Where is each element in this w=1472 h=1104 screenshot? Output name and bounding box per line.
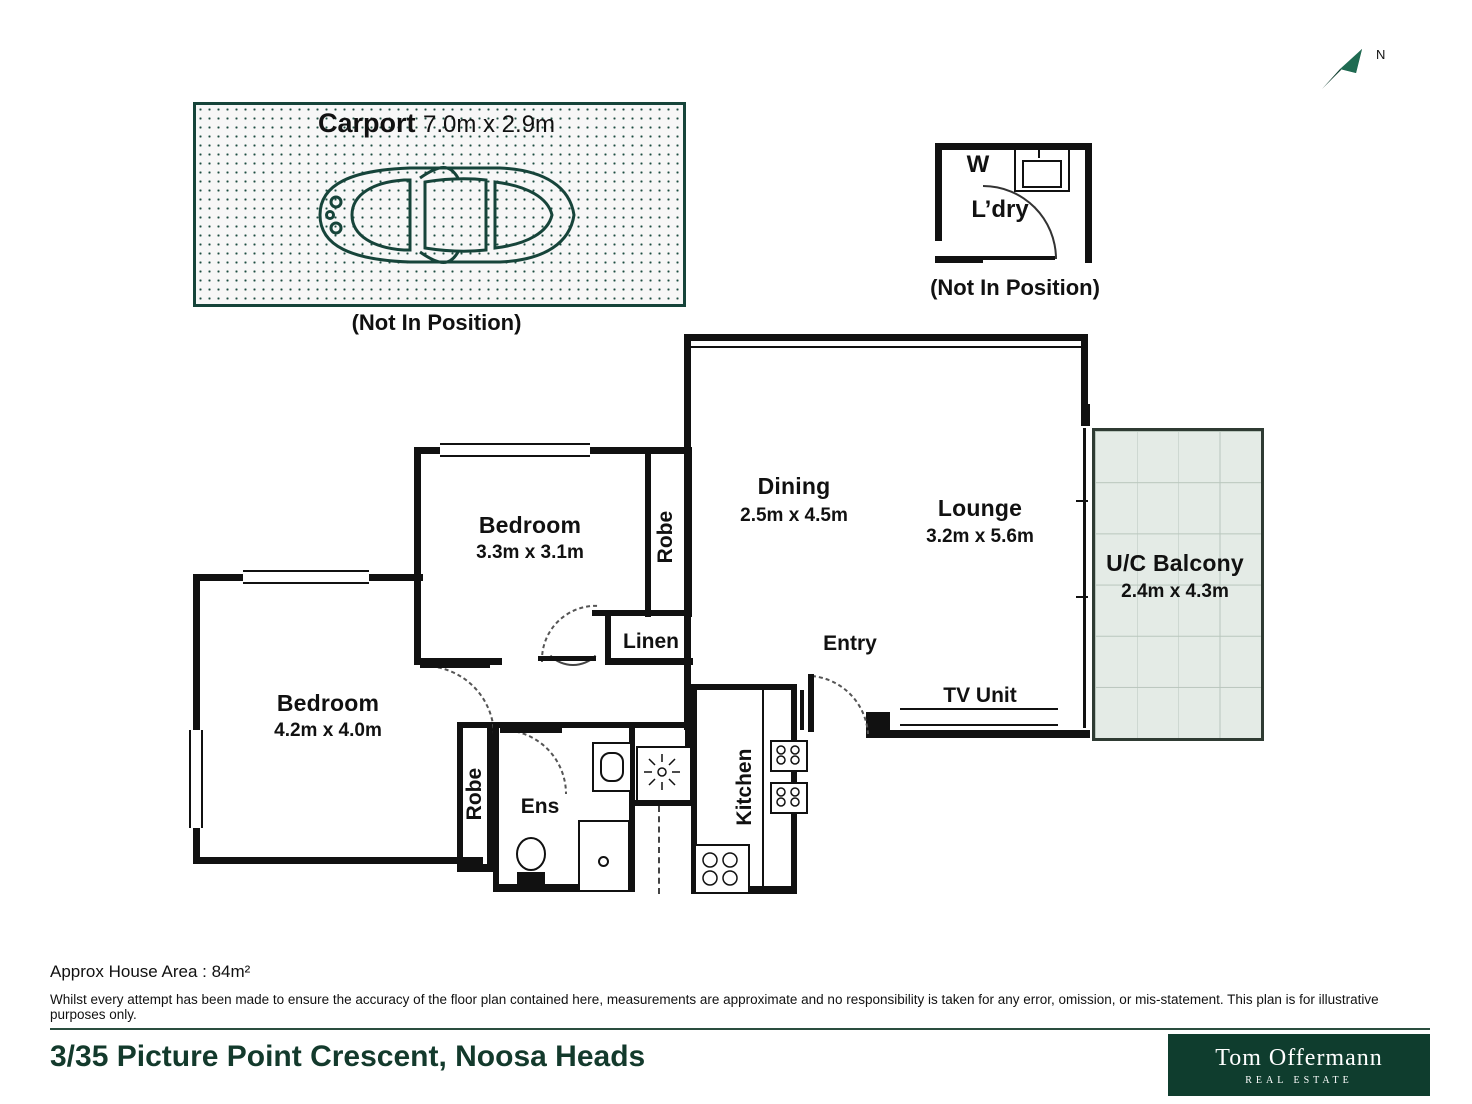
balcony-name: U/C Balcony (1106, 550, 1244, 576)
kitchen-label: Kitchen (732, 748, 756, 826)
disclaimer-text: Whilst every attempt has been made to ensure the accuracy of the floor plan contained here, measurements are approximate and no responsibility is taken for any error, omission, or mis-statement. This plan is for illustrative purposes only. (50, 992, 1379, 1022)
carport-title (193, 108, 680, 139)
bedroom-main-name: Bedroom (276, 690, 380, 716)
carport-dimensions: 7.0m x 2.9m (422, 111, 556, 138)
robe-bedroom-main-label: Robe (462, 767, 486, 821)
property-address: 3/35 Picture Point Crescent, Noosa Heads (50, 1040, 646, 1073)
slider-track (1083, 428, 1086, 728)
linen-label: Linen (623, 630, 679, 653)
wall-robe2-bottom (457, 864, 493, 872)
shower-drain-icon (598, 856, 609, 867)
carport-note: (Not In Position) (351, 310, 522, 335)
window-bedroom-main-top (243, 570, 369, 584)
ensuite-door-swing (498, 726, 578, 806)
laundry-tub-basin-icon (1022, 160, 1062, 188)
carport-name: Carport (317, 108, 416, 138)
wall-lounge-right-jamb (1081, 404, 1090, 426)
window-bedroom-main-left (189, 730, 203, 828)
agency-name: Tom Offermann (1215, 1044, 1383, 1071)
laundry-label: L’dry (971, 196, 1029, 223)
kitchen-fixture-detail (770, 740, 806, 812)
lounge-dimensions: 3.2m x 5.6m (926, 526, 1034, 547)
wall-top-living (684, 334, 1088, 341)
kitchen-dashed-line (658, 806, 662, 894)
wall-linen-bottom (605, 658, 693, 665)
wall-lounge-bottom (884, 730, 1090, 738)
washer-label: W (966, 151, 990, 178)
wall-bed2-left (414, 447, 421, 665)
basin-icon (600, 752, 624, 782)
entry-door-swing (806, 672, 886, 742)
laundry-door-leaf (983, 256, 1055, 260)
laundry-tap-icon (1038, 146, 1040, 158)
balcony-dimensions: 2.4m x 4.3m (1121, 581, 1229, 602)
bedroom-main-dimensions: 4.2m x 4.0m (274, 720, 382, 741)
wall-dining-left-upper (684, 334, 691, 414)
wall-robe1-left (645, 447, 651, 617)
lounge-name: Lounge (937, 495, 1023, 521)
entry-jamb (800, 690, 804, 730)
laundry-note: (Not In Position) (930, 275, 1100, 300)
entry-label: Entry (823, 632, 877, 655)
car-icon (290, 160, 580, 270)
compass-north-label: N (1376, 47, 1386, 62)
dining-dimensions: 2.5m x 4.5m (740, 505, 848, 526)
bedroom-2-dimensions: 3.3m x 3.1m (476, 542, 584, 563)
approx-area-text: Approx House Area : 84m² (50, 962, 251, 981)
kitchen-bench-line (762, 690, 764, 890)
robe-bedroom2-label: Robe (653, 510, 677, 564)
ensuite-label: Ens (520, 795, 560, 818)
tv-unit-label: TV Unit (943, 684, 1017, 707)
oven-burners-icon (696, 846, 746, 890)
footer-divider (50, 1028, 1430, 1030)
bedroom2-door-swing (528, 596, 608, 666)
tv-unit-joinery (900, 708, 1058, 726)
compass-icon (1318, 45, 1388, 95)
toilet-icon (508, 836, 554, 892)
exhaust-fan-icon (640, 750, 684, 794)
dining-name: Dining (757, 473, 831, 499)
bedroom-2-name: Bedroom (478, 512, 582, 538)
window-bedroom-2 (440, 443, 590, 457)
wall-top-living-inner (690, 346, 1082, 348)
wall-kitchen-top (691, 684, 797, 690)
wall-bed1-bottom (193, 857, 483, 864)
agency-tagline: REAL ESTATE (1245, 1074, 1353, 1086)
agency-logo (1168, 1034, 1430, 1096)
wall-robe1-right (686, 447, 692, 617)
